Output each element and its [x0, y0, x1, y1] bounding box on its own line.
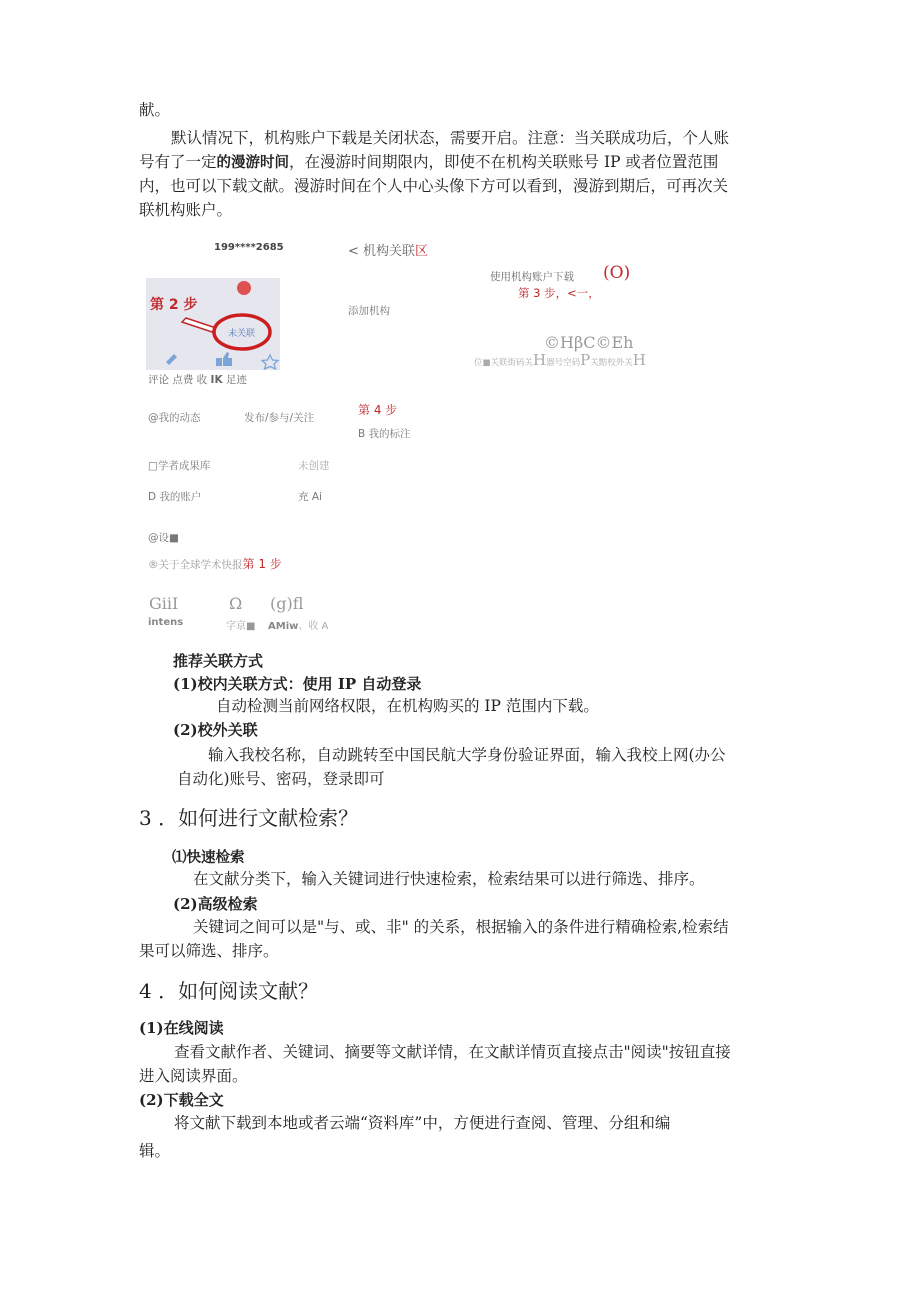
status-part: 位■关联街码关 — [474, 358, 534, 368]
status-sub — [474, 350, 646, 369]
paragraph-line: 内，也可以下载文献。漫游时间在个人中心头像下方可以看到，漫游到期后，可再次关 — [139, 177, 729, 195]
unlinked-badge[interactable]: 未关联 — [228, 329, 256, 339]
not-created-status: 未创建 — [298, 460, 330, 472]
bottom-icon-2[interactable]: Ω — [229, 594, 243, 613]
step-3-label: 第 3 步，<一， — [518, 286, 600, 300]
stats-part: 评论 点费 收 — [148, 374, 208, 386]
menu-publish[interactable]: 发布/参与/关注 — [244, 412, 315, 424]
bottom-icon-1[interactable]: GiiI — [149, 594, 179, 613]
online-reading-title: (1)在线阅读 — [139, 1019, 224, 1037]
back-title-label: < 机构关联 — [348, 244, 416, 259]
online-reading-body: 进入阅读界面。 — [139, 1067, 248, 1085]
bottom-icon-3-label — [268, 617, 328, 632]
status-part: 关黠校外关 — [590, 358, 633, 368]
stats-part: IK — [210, 374, 223, 386]
icon-label-part: 、收 A — [298, 621, 329, 632]
paragraph-line: 献。 — [139, 101, 171, 119]
online-reading-body: 查看文献作者、关键词、摘要等文献详情，在文献详情页直接点击"阅读"按钮直接 — [174, 1043, 731, 1061]
advanced-search-body: 关键词之间可以是"与、或、非" 的关系，根据输入的条件进行精确检索,检索结 — [193, 918, 729, 936]
section-3-heading: 3 ．如何进行文献检索？ — [139, 806, 359, 830]
profile-stats — [148, 372, 247, 387]
step-2-image — [146, 278, 280, 370]
menu-settings[interactable]: @设■ — [148, 532, 179, 544]
download-body: 将文献下载到本地或者云端“资料库”中，方便进行查阅、管理、分组和编 — [174, 1114, 671, 1132]
section-4-heading: 4 ．如何阅读文献？ — [139, 979, 319, 1003]
about-label: ®关于全球学术快报 — [148, 559, 243, 571]
recommend-item2-body: 自动化)账号、密码，登录即可 — [177, 770, 385, 788]
back-title[interactable] — [348, 240, 428, 259]
recommend-item1-title: (1)校内关联方式：使用 IP 自动登录 — [173, 675, 422, 693]
menu-scholar-lib[interactable]: □学者成果库 — [148, 460, 211, 472]
menu-my-tags[interactable]: B 我的标注 — [358, 428, 411, 440]
status-part: H — [632, 351, 646, 369]
menu-my-account[interactable]: D 我的账户 — [148, 491, 202, 503]
recommend-item2-body: 输入我校名称，自动跳转至中国民航大学身份验证界面，输入我校上网(办公 — [208, 746, 726, 764]
quick-search-title: ⑴快速检索 — [172, 850, 245, 866]
recommend-title: 推荐关联方式 — [173, 652, 264, 670]
bottom-icon-1-label: intens — [148, 617, 184, 628]
text-run: ，在漫游时间期限内，即使不在机构关联账号 IP 或者位置范围 — [289, 153, 719, 171]
emphasis-text: 的漫游时间 — [216, 155, 290, 171]
paragraph-line: 默认情况下，机构账户下载是关闭状态，需要开启。注意：当关联成功后，个人账 — [171, 129, 730, 147]
bottom-icon-3[interactable]: (g)fl — [270, 594, 304, 613]
toggle-switch[interactable] — [603, 263, 630, 283]
stats-part: 足迹 — [225, 374, 247, 386]
quick-search-body: 在文献分类下，输入关键词进行快速检索，检索结果可以进行筛选、排序。 — [193, 870, 705, 888]
download-body: 辑。 — [139, 1142, 171, 1160]
paragraph-line: 联机构账户。 — [139, 201, 233, 219]
recommend-item2-title: (2)校外关联 — [173, 721, 258, 739]
bottom-icon-2-label: 字京■ — [226, 621, 256, 632]
menu-about[interactable] — [148, 555, 282, 572]
strawberry-icon — [237, 281, 251, 295]
text-run: 号有了一定 — [139, 153, 217, 171]
use-account-label: 使用机构账户下载 — [490, 271, 574, 283]
recharge-button[interactable]: 充 Ai — [298, 491, 322, 503]
paragraph-line — [139, 151, 718, 174]
phone-number: 199****2685 — [214, 242, 284, 253]
step-2-label: 第 2 步 — [150, 297, 198, 313]
status-part: 器号空码 — [546, 358, 581, 368]
status-part: P — [580, 351, 591, 369]
download-title: (2)下载全文 — [139, 1091, 224, 1109]
status-main: ©HβC©Eh — [544, 333, 634, 352]
menu-my-dynamic[interactable]: @我的动态 — [148, 412, 201, 424]
toggle-icon: (O) — [603, 263, 631, 283]
status-part: H — [533, 351, 547, 369]
add-org-button[interactable]: 添加机构 — [348, 305, 390, 317]
step-4-label: 第 4 步 — [358, 403, 398, 417]
step-1-label: 第 1 步 — [242, 557, 282, 571]
step-2-illustration — [146, 278, 280, 370]
advanced-search-body: 果可以筛选、排序。 — [139, 942, 279, 960]
icon-label-part: AMiw — [268, 621, 299, 632]
back-title-suffix: 区 — [415, 244, 429, 259]
advanced-search-title: (2)高级检索 — [173, 895, 258, 913]
recommend-item1-body: 自动检测当前网络权限，在机构购买的 IP 范围内下载。 — [216, 697, 599, 715]
